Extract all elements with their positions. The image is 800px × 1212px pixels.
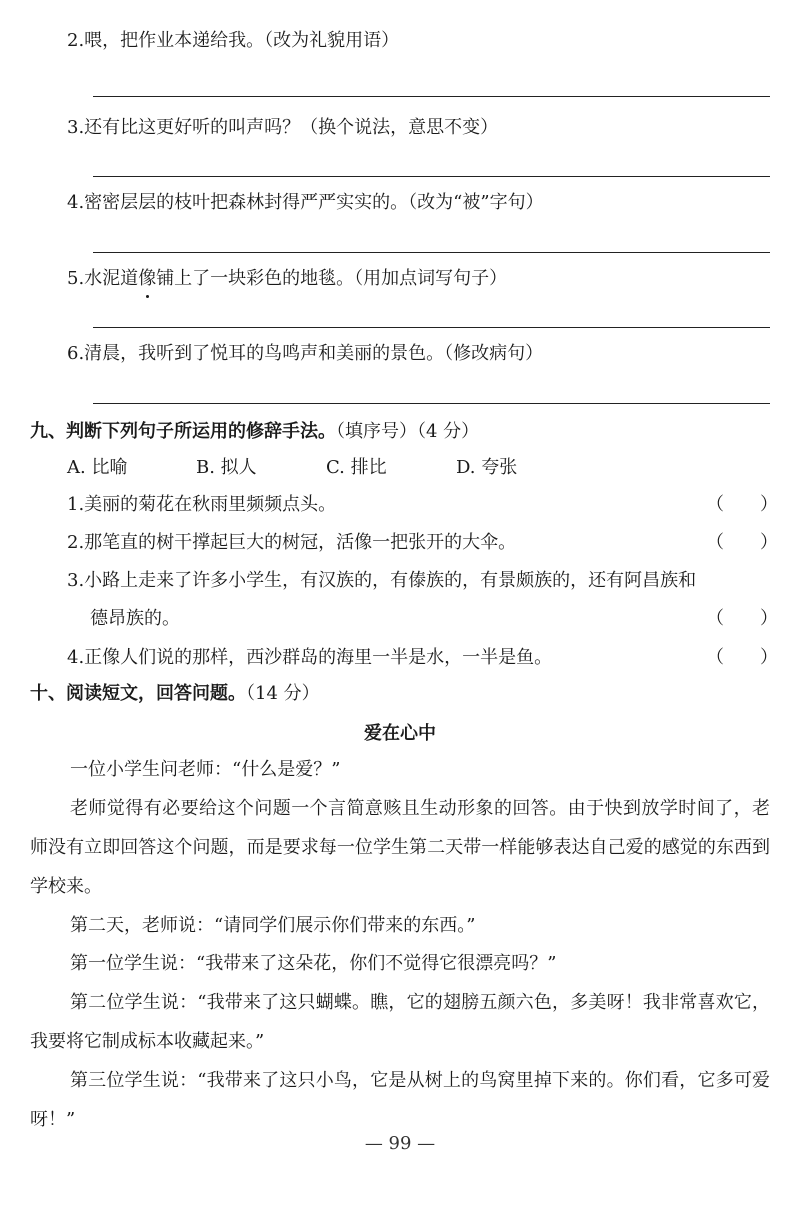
page-number: — 99 — bbox=[364, 1133, 436, 1154]
answer-line-2[interactable] bbox=[93, 96, 770, 97]
question-5-post: 铺上了一块彩色的地毯。（用加点词写句子） bbox=[156, 268, 508, 289]
answer-paren-1[interactable]: （ ） bbox=[706, 494, 778, 515]
rhetoric-item-2: 2.那笔直的树干撑起巨大的树冠，活像一把张开的大伞。 bbox=[67, 532, 517, 553]
section-10-heading bbox=[30, 681, 320, 707]
section-10-title: 十、阅读短文，回答问题。 bbox=[30, 683, 246, 704]
section-9-title: 九、判断下列句子所运用的修辞手法。 bbox=[30, 421, 336, 442]
section-9-note: （填序号）（4 分） bbox=[336, 421, 480, 442]
paragraph-5: 第二位学生说：“我带来了这只蝴蝶。瞧，它的翅膀五颜六色，多美呀！我非常喜欢它，我要将它制成标本收藏起来。” bbox=[30, 992, 770, 1052]
dotted-word: 像 bbox=[138, 266, 156, 292]
option-b: B. 拟人 bbox=[196, 457, 257, 478]
option-a: A. 比喻 bbox=[67, 457, 128, 478]
paragraph-2: 老师觉得有必要给这个问题一个言简意赅且生动形象的回答。由于快到放学时间了，老师没有立即回答这个问题，而是要求每一位学生第二天带一样能够表达自己爱的感觉的东西到学校来。 bbox=[30, 798, 770, 897]
paragraph-6: 第三位学生说：“我带来了这只小鸟，它是从树上的鸟窝里掉下来的。你们看，它多可爱呀！” bbox=[30, 1070, 770, 1130]
rhetoric-item-3: 3.小路上走来了许多小学生，有汉族的，有傣族的，有景颇族的，还有阿昌族和 bbox=[67, 570, 697, 591]
question-4: 4.密密层层的枝叶把森林封得严严实实的。（改为“被”字句） bbox=[67, 192, 544, 213]
answer-line-4[interactable] bbox=[93, 252, 770, 253]
question-6: 6.清晨，我听到了悦耳的鸟鸣声和美丽的景色。（修改病句） bbox=[67, 343, 544, 364]
answer-paren-4[interactable]: （ ） bbox=[706, 647, 778, 668]
answer-line-6[interactable] bbox=[93, 403, 770, 404]
rhetoric-item-4: 4.正像人们说的那样，西沙群岛的海里一半是水，一半是鱼。 bbox=[67, 647, 553, 668]
answer-line-3[interactable] bbox=[93, 176, 770, 177]
passage-title: 爱在心中 bbox=[364, 723, 436, 744]
question-5-pre: 5.水泥道 bbox=[67, 268, 139, 289]
rhetoric-item-1: 1.美丽的菊花在秋雨里频频点头。 bbox=[67, 494, 337, 515]
paragraph-3: 第二天，老师说：“请同学们展示你们带来的东西。” bbox=[70, 915, 476, 936]
option-c: C. 排比 bbox=[326, 457, 387, 478]
option-d: D. 夸张 bbox=[456, 457, 518, 478]
answer-paren-3[interactable]: （ ） bbox=[706, 608, 778, 629]
question-3: 3.还有比这更好听的叫声吗？（换个说法，意思不变） bbox=[67, 117, 499, 138]
section-9-heading bbox=[30, 419, 479, 445]
section-10-note: （14 分） bbox=[246, 683, 320, 704]
rhetoric-item-3-cont: 德昂族的。 bbox=[90, 608, 180, 629]
question-2: 2.喂，把作业本递给我。（改为礼貌用语） bbox=[67, 30, 400, 51]
question-5 bbox=[67, 266, 507, 292]
paragraph-4: 第一位学生说：“我带来了这朵花，你们不觉得它很漂亮吗？” bbox=[70, 953, 557, 974]
answer-line-5[interactable] bbox=[93, 327, 770, 328]
paragraph-1: 一位小学生问老师：“什么是爱？” bbox=[70, 759, 341, 780]
answer-paren-2[interactable]: （ ） bbox=[706, 532, 778, 553]
